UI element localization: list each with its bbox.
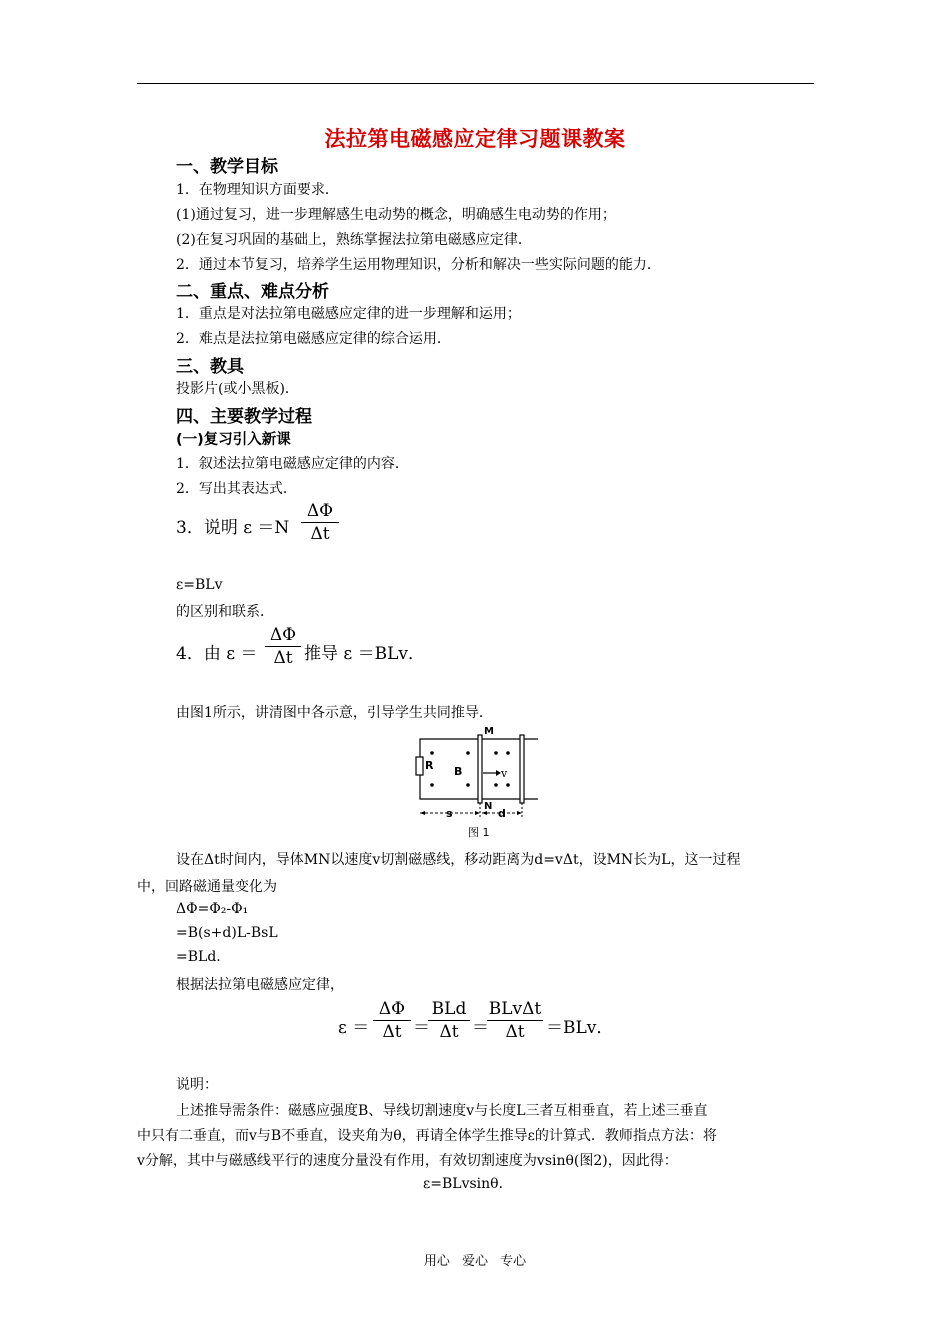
footer-text: 爱心 (461, 1254, 488, 1269)
formula-5-equals: ＝ (413, 1018, 430, 1038)
formula-4-prefix: 4．由 ε ＝ (176, 644, 258, 664)
figure-label-s: s (446, 807, 453, 820)
formula-3-fraction (301, 500, 339, 545)
text-line: 根据法拉第电磁感应定律， (176, 977, 344, 993)
text-line: (1)通过复习，进一步理解感生电动势的概念，明确感生电动势的作用； (176, 207, 616, 223)
figure-label-d: d (498, 807, 506, 820)
text-line: 中只有二垂直，而v与B不垂直，设夹角为θ，再请全体学生推导ε的计算式．教师指点方法：将 (137, 1128, 717, 1144)
text-line: 的区别和联系． (176, 604, 274, 620)
fraction-denominator: Δt (310, 524, 330, 544)
formula-5-equals: ＝ (472, 1018, 489, 1038)
text-line: =B(s+d)L-BsL (176, 925, 278, 941)
page-footer (0, 1250, 950, 1269)
fraction-numerator: ΔΦ (378, 999, 406, 1019)
section-heading-tools: 三、教具 (176, 357, 244, 377)
text-line: 1．重点是对法拉第电磁感应定律的进一步理解和运用； (176, 306, 521, 322)
header-rule (137, 83, 814, 84)
text-line: 2．通过本节复习，培养学生运用物理知识，分析和解决一些实际问题的能力． (176, 257, 661, 273)
footer-text: 用心 (423, 1254, 450, 1269)
text-line: ε=BLv (176, 577, 223, 593)
section-heading-keypoints: 二、重点、难点分析 (176, 282, 329, 302)
section-heading-process: 四、主要教学过程 (176, 407, 312, 427)
page-title: 法拉第电磁感应定律习题课教案 (324, 127, 626, 151)
text-line: 中，回路磁通量变化为 (137, 879, 277, 895)
fraction-denominator: Δt (273, 648, 293, 668)
note-label: 说明： (176, 1077, 218, 1093)
text-line: 投影片(或小黑板)． (176, 381, 299, 397)
fraction-numerator: ΔΦ (269, 625, 297, 645)
text-line: v分解，其中与磁感线平行的速度分量没有作用，有效切割速度为vsinθ(图2)，因此得： (137, 1153, 678, 1169)
figure-1-diagram (410, 725, 545, 840)
formula-4-fraction (265, 624, 301, 669)
text-line: (2)在复习巩固的基础上，熟练掌握法拉第电磁感应定律． (176, 232, 532, 248)
subsection-heading: (一)复习引入新课 (176, 432, 291, 448)
figure-label-b: B (454, 765, 463, 778)
footer-text: 专心 (500, 1254, 527, 1269)
text-line: 1．在物理知识方面要求． (176, 182, 339, 198)
formula-5-lhs: ε ＝ (338, 1018, 370, 1038)
formula-3-prefix: 3．说明 ε ＝N (176, 518, 290, 538)
final-formula: ε=BLvsinθ． (423, 1176, 513, 1192)
figure-label-n: N (484, 801, 493, 812)
text-line: 1．叙述法拉第电磁感应定律的内容． (176, 456, 409, 472)
formula-5-fraction-1 (373, 998, 411, 1043)
text-line: 2．难点是法拉第电磁感应定律的综合运用． (176, 331, 451, 347)
text-line: 由图1所示，讲清图中各示意，引导学生共同推导． (176, 705, 493, 721)
figure-caption: 图 1 (468, 826, 490, 839)
fraction-denominator: Δt (505, 1022, 525, 1042)
fraction-numerator: BLd (431, 999, 467, 1019)
fraction-numerator: BLvΔt (488, 999, 542, 1019)
fraction-denominator: Δt (382, 1022, 402, 1042)
text-line: 设在Δt时间内，导体MN以速度v切割磁感线，移动距离为d=vΔt，设MN长为L，这一过程 (176, 852, 741, 868)
section-heading-objectives: 一、教学目标 (176, 157, 278, 177)
text-line: =BLd. (176, 949, 221, 965)
text-line: 2．写出其表达式． (176, 481, 297, 497)
formula-5-fraction-3 (487, 998, 543, 1043)
formula-5-fraction-2 (428, 998, 470, 1043)
figure-label-v: v (501, 767, 508, 780)
figure-label-r: R (425, 759, 434, 772)
formula-4-suffix: 推导 ε ＝BLv． (304, 644, 426, 664)
figure-label-m: M (484, 726, 494, 737)
formula-5-result: ＝BLv． (546, 1018, 614, 1038)
fraction-denominator: Δt (439, 1022, 459, 1042)
text-line: ΔΦ=Φ₂-Φ₁ (176, 901, 249, 917)
fraction-numerator: ΔΦ (306, 501, 334, 521)
text-line: 上述推导需条件：磁感应强度B、导线切割速度v与长度L三者互相垂直，若上述三垂直 (176, 1103, 708, 1119)
